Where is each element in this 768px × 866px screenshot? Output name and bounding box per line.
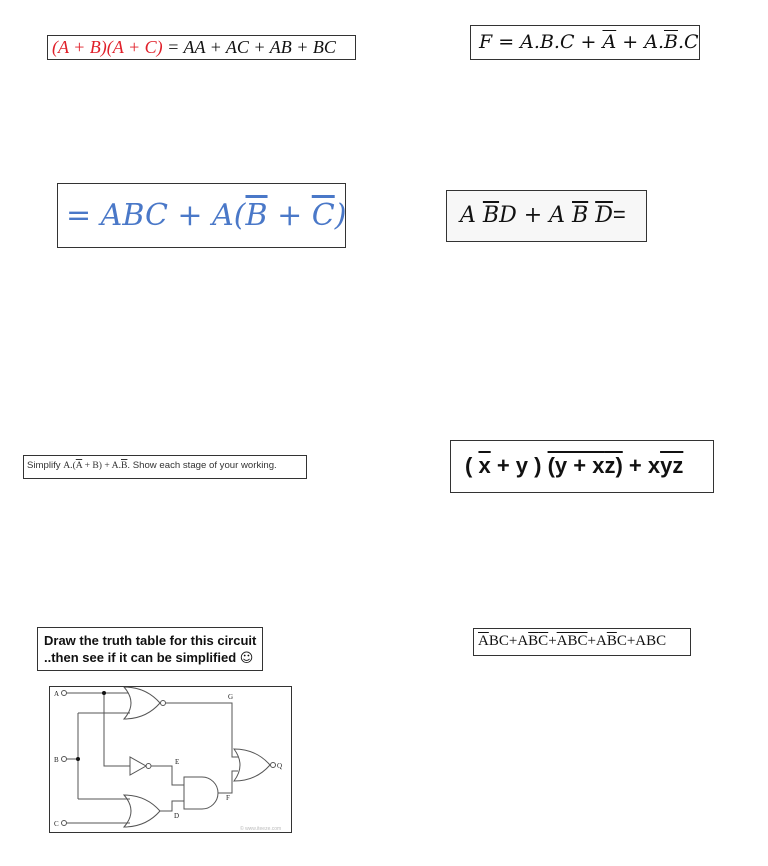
wire-f bbox=[218, 771, 238, 793]
input-a-terminal bbox=[62, 691, 67, 696]
eq3-not-b: $\overline{B}$ bbox=[245, 198, 268, 233]
label-b: B bbox=[54, 756, 59, 764]
not-gate bbox=[130, 757, 146, 775]
smiley-icon: ☺ bbox=[239, 651, 254, 666]
eq3-part-e: ) bbox=[334, 198, 347, 233]
eq8-part-8: +A bbox=[587, 633, 607, 649]
eq4-not-b2: $\overline{B}$ bbox=[572, 203, 589, 228]
label-a: A bbox=[54, 690, 60, 698]
circuit-svg bbox=[50, 687, 291, 832]
eq2-part-a: F = A.B.C + bbox=[479, 31, 603, 53]
truth-table-instruction-box bbox=[37, 627, 263, 671]
eq6-part-d: (y + x bbox=[547, 453, 605, 478]
wire-e bbox=[151, 766, 184, 785]
abd-expression-box bbox=[446, 190, 647, 242]
eq8-not-b2: $\overline{B}$ bbox=[606, 633, 617, 649]
junction-a bbox=[102, 691, 106, 695]
eq5-not-b: $\overline{B}$ bbox=[121, 460, 128, 471]
or-gate-output bbox=[234, 749, 270, 781]
sum-of-products-box bbox=[473, 628, 691, 656]
eq4-equals: = bbox=[612, 202, 626, 227]
function-f-equation-box bbox=[470, 25, 700, 60]
eq8-not-b: $\overline{B}$ bbox=[528, 633, 539, 649]
eq4-part-a: A bbox=[460, 203, 483, 228]
logic-circuit-diagram bbox=[49, 686, 292, 833]
simplify-expression bbox=[63, 460, 127, 471]
eq2-not-a: $\overline{A}$ bbox=[602, 31, 617, 53]
wire-a-to-not bbox=[104, 693, 130, 766]
factor-product: (A + B)(A + C) bbox=[52, 37, 163, 57]
eq3-part-a: = ABC + A( bbox=[66, 198, 246, 233]
output-q-terminal bbox=[271, 763, 276, 768]
eq2-not-b: $\overline{B}$ bbox=[663, 31, 678, 53]
simplify-instruction-tail: . Show each stage of your working. bbox=[127, 460, 277, 471]
eq4-not-b1: $\overline{B}$ bbox=[482, 203, 500, 228]
eq2-part-e: .C bbox=[677, 31, 699, 53]
xyz-expression-box bbox=[450, 440, 714, 493]
label-d: D bbox=[174, 812, 180, 820]
eq4-not-d: $\overline{D}$ bbox=[595, 203, 613, 228]
eq5-part-b: A.( bbox=[63, 460, 76, 471]
eq8-not-c2: $\overline{C}$ bbox=[577, 633, 588, 649]
instruction-line-1: Draw the truth table for this circuit bbox=[44, 633, 257, 648]
instruction-line-2-text: ..then see if it can be simplified bbox=[44, 650, 237, 665]
eq3-part-c: + bbox=[267, 198, 312, 233]
eq8-part-2: BC+A bbox=[488, 633, 529, 649]
eq8-part-10: C+ABC bbox=[616, 633, 667, 649]
label-e: E bbox=[175, 758, 180, 766]
wire-d bbox=[160, 801, 184, 811]
wire-g bbox=[166, 703, 233, 753]
label-q: Q bbox=[277, 762, 283, 770]
eq6-part-g: + x bbox=[622, 453, 661, 478]
eq5-part-d: + B) + A. bbox=[82, 460, 121, 471]
eq5-not-a: $\overline{A}$ bbox=[75, 460, 83, 471]
eq2-part-c: + A. bbox=[616, 31, 664, 53]
eq8-not-a: $\overline{A}$ bbox=[478, 633, 489, 649]
nor-gate-top bbox=[124, 687, 160, 719]
and-gate bbox=[184, 777, 218, 809]
simplify-instruction-box bbox=[23, 455, 307, 479]
eq8-not-c: $\overline{C}$ bbox=[538, 633, 549, 649]
simplify-label: Simplify bbox=[27, 460, 64, 471]
circuit-watermark: © www.iteeze.com bbox=[240, 826, 282, 832]
instruction-line-2 bbox=[44, 649, 256, 667]
eq4-part-c: D + A bbox=[499, 203, 573, 228]
eq6-overlined-group bbox=[548, 453, 623, 478]
junction-b bbox=[76, 757, 80, 761]
expanded-terms: = AA + AC + AB + BC bbox=[162, 37, 336, 57]
eq8-plus: + bbox=[548, 633, 557, 649]
label-g: G bbox=[228, 693, 234, 701]
eq6-not-yz: $\overline{yz}$ bbox=[660, 453, 684, 478]
eq6-not-z: z bbox=[604, 453, 616, 478]
eq6-not-x: $\overline{x}$ bbox=[478, 453, 491, 478]
label-c: C bbox=[54, 820, 59, 828]
label-f: F bbox=[226, 794, 230, 802]
input-b-terminal bbox=[62, 757, 67, 762]
or-gate-bottom bbox=[124, 795, 160, 827]
abc-simplification-box bbox=[57, 183, 346, 248]
nor-gate-top-bubble bbox=[161, 701, 166, 706]
eq3-not-c: $\overline{C}$ bbox=[311, 198, 335, 233]
eq6-part-c: + y ) bbox=[490, 453, 548, 478]
eq6-part-f: ) bbox=[615, 453, 623, 478]
eq6-part-a: ( bbox=[465, 453, 479, 478]
eq8-not-ab: $\overline{AB}$ bbox=[556, 633, 578, 649]
input-c-terminal bbox=[62, 821, 67, 826]
expansion-equation-box bbox=[47, 35, 356, 60]
